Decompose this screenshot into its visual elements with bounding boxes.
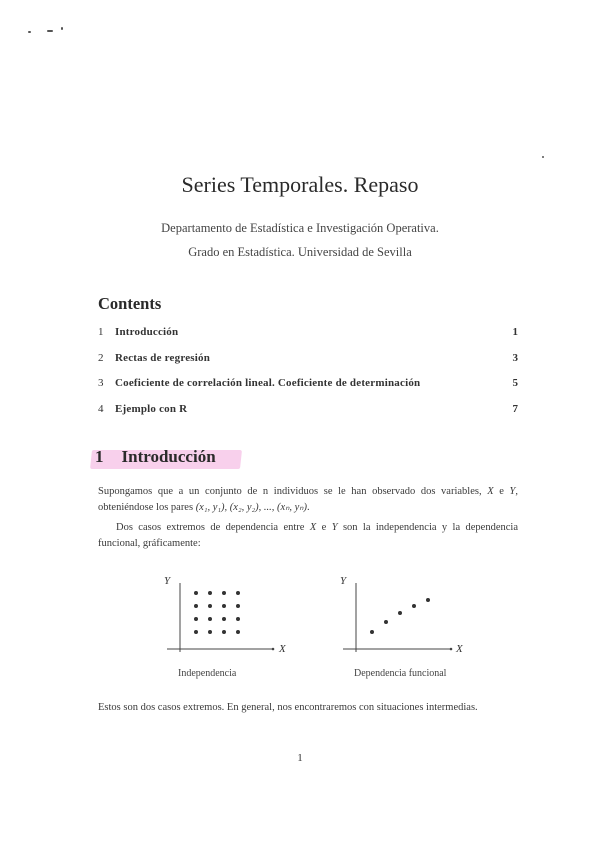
paragraph-text: Supongamos que a un conjunto de n individuos se le han observado dos variables, bbox=[98, 486, 488, 497]
math-variable: Y bbox=[331, 522, 338, 533]
right-axis-arrow bbox=[450, 648, 453, 651]
paragraph-text: son la independencia y la dependencia funcional, gráficamente: bbox=[98, 522, 518, 549]
data-point bbox=[222, 630, 226, 634]
data-point bbox=[208, 591, 212, 595]
independence-points bbox=[194, 591, 240, 634]
data-point bbox=[208, 617, 212, 621]
paragraph-conclusion: Estos son dos casos extremos. En general, nos encontraremos con situaciones intermedias. bbox=[98, 702, 478, 713]
math-variable: X bbox=[309, 522, 317, 533]
toc-entry-number: 1 bbox=[98, 326, 104, 338]
data-point bbox=[222, 604, 226, 608]
data-point bbox=[222, 617, 226, 621]
data-point bbox=[384, 620, 388, 624]
toc-entry-number: 3 bbox=[98, 377, 104, 389]
paragraph-text: , obteniéndose los pares bbox=[98, 486, 518, 513]
data-point bbox=[208, 630, 212, 634]
functional-points bbox=[370, 598, 430, 634]
section-title: Introducción bbox=[121, 447, 216, 466]
toc-entry-page[interactable]: 5 bbox=[512, 377, 518, 389]
toc-entry-title[interactable]: Coeficiente de correlación lineal. Coeficiente de determinación bbox=[115, 377, 421, 389]
data-point bbox=[398, 611, 402, 615]
data-point bbox=[194, 617, 198, 621]
toc-entry-title[interactable]: Rectas de regresión bbox=[115, 352, 211, 364]
toc-entry-title[interactable]: Introducción bbox=[115, 326, 179, 338]
paragraph-text: Dos casos extremos de dependencia entre bbox=[116, 522, 310, 533]
subtitle-department: Departamento de Estadística e Investigación Operativa. bbox=[161, 221, 439, 235]
toc-entry-number: 2 bbox=[98, 352, 104, 364]
left-y-axis-label: Y bbox=[164, 575, 171, 587]
data-point bbox=[236, 591, 240, 595]
math-variable: Y bbox=[509, 486, 516, 497]
right-figure-caption: Dependencia funcional bbox=[354, 668, 447, 679]
left-figure-caption: Independencia bbox=[178, 668, 237, 679]
contents-heading: Contents bbox=[98, 294, 162, 313]
data-point bbox=[194, 591, 198, 595]
data-point bbox=[236, 630, 240, 634]
data-point bbox=[236, 617, 240, 621]
math-pairs: (x₁, y₁), (x₂, y₂), ..., (xₙ, yₙ) bbox=[195, 501, 307, 513]
data-point bbox=[208, 604, 212, 608]
toc-entry-number: 4 bbox=[98, 403, 104, 415]
data-point bbox=[194, 630, 198, 634]
data-point bbox=[412, 604, 416, 608]
toc-entry-page[interactable]: 3 bbox=[512, 352, 518, 364]
subtitle-degree: Grado en Estadística. Universidad de Sevilla bbox=[188, 245, 412, 259]
section-number: 1 bbox=[95, 447, 104, 466]
page-number: 1 bbox=[297, 752, 303, 764]
left-axis-arrow bbox=[272, 648, 275, 651]
data-point bbox=[194, 604, 198, 608]
toc-entry-page[interactable]: 1 bbox=[512, 326, 518, 338]
right-x-axis-label: X bbox=[456, 643, 463, 655]
data-point bbox=[236, 604, 240, 608]
left-x-axis-label: X bbox=[279, 643, 286, 655]
data-point bbox=[426, 598, 430, 602]
toc-entry-title[interactable]: Ejemplo con R bbox=[115, 403, 188, 415]
data-point bbox=[370, 630, 374, 634]
document-title: Series Temporales. Repaso bbox=[181, 172, 419, 197]
paragraph-text: . bbox=[306, 501, 310, 513]
right-y-axis-label: Y bbox=[340, 575, 347, 587]
paragraph-text: e bbox=[316, 522, 332, 533]
data-point bbox=[222, 591, 226, 595]
paragraph-text: e bbox=[493, 486, 510, 497]
toc-entry-page[interactable]: 7 bbox=[512, 403, 518, 415]
math-variable: X bbox=[487, 486, 494, 497]
